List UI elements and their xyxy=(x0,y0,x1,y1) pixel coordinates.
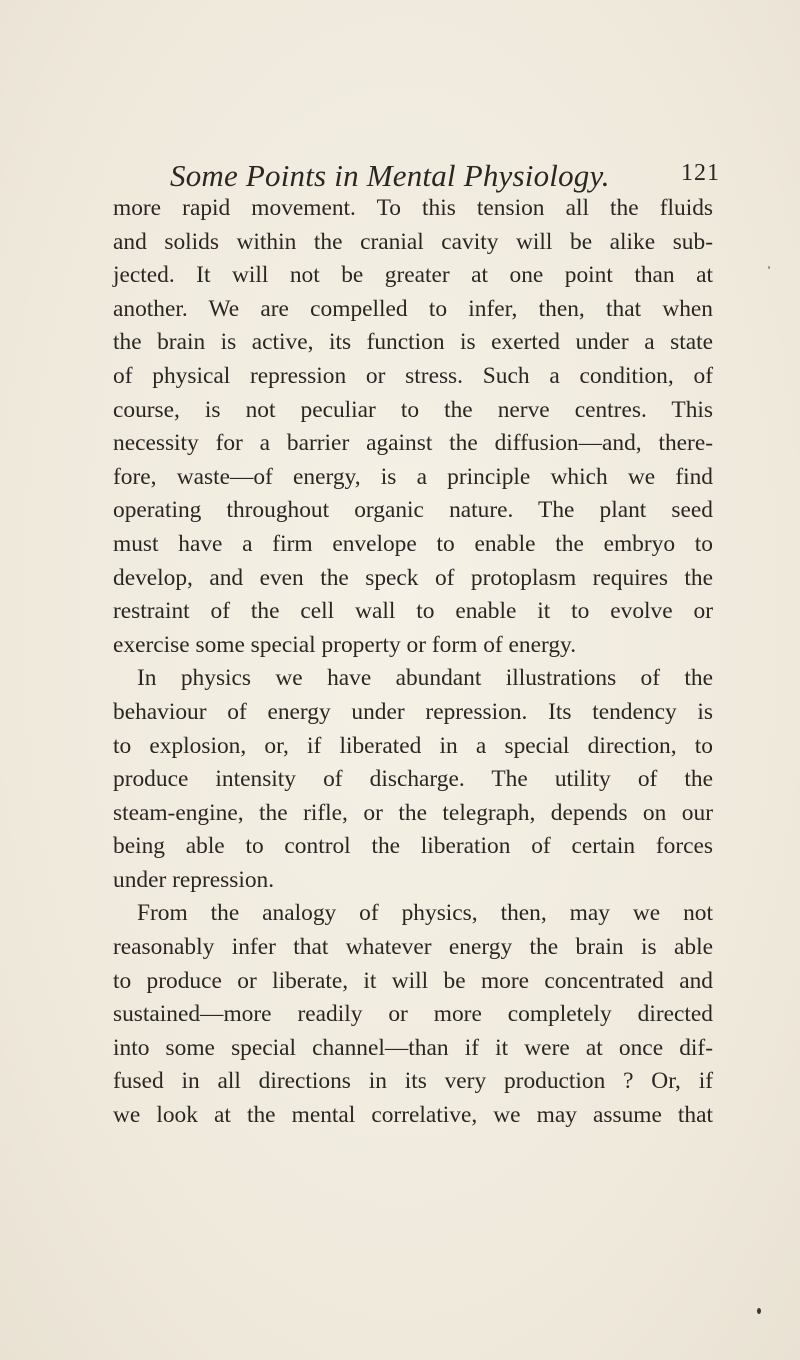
text-line: the brain is active, its function is exerted under a state xyxy=(113,329,713,356)
text-line: exercise some special property or form of energy. xyxy=(113,631,577,658)
text-line: sustained—more readily or more completely directed xyxy=(113,1001,713,1028)
text-line: under repression. xyxy=(113,866,275,893)
text-line: In physics we have abundant illustrations of the xyxy=(137,665,713,692)
text-line: we look at the mental correlative, we may assume that xyxy=(113,1102,713,1129)
text-line: another. We are compelled to infer, then, that when xyxy=(113,295,713,322)
ink-speck xyxy=(757,1308,761,1314)
text-line: restraint of the cell wall to enable it to evolve or xyxy=(113,598,713,625)
text-line: must have a firm envelope to enable the embryo to xyxy=(113,530,713,557)
text-line: to explosion, or, if liberated in a special direction, to xyxy=(113,732,713,759)
text-line: course, is not peculiar to the nerve centres. This xyxy=(113,396,713,423)
text-line: operating throughout organic nature. The plant seed xyxy=(113,497,713,524)
text-line: behaviour of energy under repression. Its tendency is xyxy=(113,698,713,725)
text-line: being able to control the liberation of certain forces xyxy=(113,833,713,860)
text-line: and solids within the cranial cavity will be alike sub- xyxy=(113,228,713,255)
text-line: more rapid movement. To this tension all the fluids xyxy=(113,195,713,221)
text-line: necessity for a barrier against the diffusion—and, there- xyxy=(113,430,713,457)
text-line: to produce or liberate, it will be more concentrated and xyxy=(113,967,713,994)
text-line: produce intensity of discharge. The utility of the xyxy=(113,766,713,793)
page-number: 121 xyxy=(681,160,720,186)
body-text xyxy=(113,192,713,1133)
text-line: into some special channel—than if it were at once dif- xyxy=(113,1034,713,1061)
text-line: fused in all directions in its very production ? Or, if xyxy=(113,1068,713,1095)
text-line: of physical repression or stress. Such a condition, of xyxy=(113,362,713,389)
text-line: jected. It will not be greater at one point than at xyxy=(113,262,713,289)
text-line: fore, waste—of energy, is a principle which we find xyxy=(113,463,713,490)
text-line: reasonably infer that whatever energy the brain is able xyxy=(113,934,713,961)
text-line: develop, and even the speck of protoplasm requires the xyxy=(113,564,713,591)
text-line: From the analogy of physics, then, may we not xyxy=(137,900,713,927)
ink-speck xyxy=(768,266,770,269)
text-line: steam-engine, the rifle, or the telegraph, depends on our xyxy=(113,799,713,826)
running-head-title: Some Points in Mental Physiology. xyxy=(170,158,610,193)
